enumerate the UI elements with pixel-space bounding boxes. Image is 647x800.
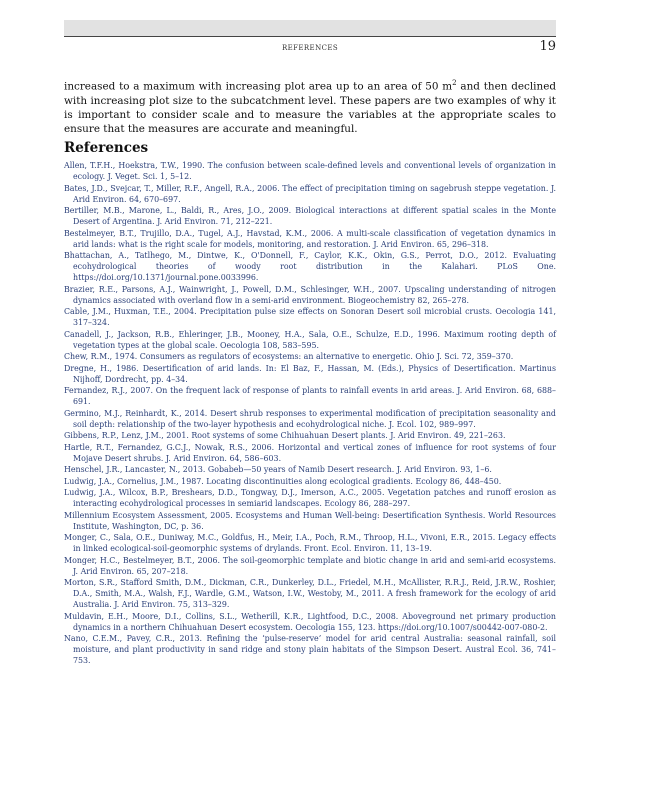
reference-item[interactable]: Canadell, J., Jackson, R.B., Ehleringer, J.B., Mooney, H.A., Sala, O.E., Schulze, E.D., 1996. Maximum rooting depth of vegetation types at the global scale. Oecologia 108, 583–595. [64, 329, 556, 350]
reference-item[interactable]: Morton, S.R., Stafford Smith, D.M., Dickman, C.R., Dunkerley, D.L., Friedel, M.H., McAllister, R.R.J., Reid, J.R.W., Roshier, D.A., Smith, M.A., Walsh, F.J., Wardle, G.M., Watson, I.W., Westoby, M., 2011. A fresh framework for the ecology of arid Australia. J. Arid Environ. 75, 313–329. [64, 578, 556, 609]
reference-item[interactable]: Dregne, H., 1986. Desertification of arid lands. In: El Baz, F., Hassan, M. (Eds.), Physics of Desertification. Martinus Nijhoff, Dordrecht, pp. 4–34. [64, 363, 556, 384]
references-heading: References [64, 140, 149, 156]
reference-item[interactable]: Millennium Ecosystem Assessment, 2005. Ecosystems and Human Well-being: Desertification Synthesis. World Resources Institute, Washington, DC, p. 36. [64, 510, 556, 531]
reference-item[interactable]: Monger, H.C., Bestelmeyer, B.T., 2006. The soil-geomorphic template and biotic change in arid and semi-arid ecosystems. J. Arid Environ. 65, 207–218. [64, 555, 556, 576]
page-header [64, 36, 556, 59]
reference-item[interactable]: Bestelmeyer, B.T., Trujillo, D.A., Tugel, A.J., Havstad, K.M., 2006. A multi-scale classification of vegetation dynamics in arid lands: what is the right scale for models, monitoring, and restoration. J. Arid Environ. 65, 296–318. [64, 228, 556, 249]
reference-item[interactable]: Germino, M.J., Reinhardt, K., 2014. Desert shrub responses to experimental modification of precipitation seasonality and soil depth: relationship of the two-layer hypothesis and ecohydrological niche. J. Ecol. 102, 989–997. [64, 408, 556, 429]
reference-item[interactable]: Chew, R.M., 1974. Consumers as regulators of ecosystems: an alternative to energetic. Ohio J. Sci. 72, 359–370. [64, 352, 514, 361]
reference-item[interactable]: Hartle, R.T., Fernandez, G.C.J., Nowak, R.S., 2006. Horizontal and vertical zones of influence for root systems of four Mojave Desert shrubs. J. Arid Environ. 64, 586–603. [64, 442, 556, 463]
reference-item[interactable]: Gibbens, R.P., Lenz, J.M., 2001. Root systems of some Chihuahuan Desert plants. J. Arid Environ. 49, 221–263. [64, 431, 506, 440]
running-head: REFERENCES [281, 44, 339, 52]
reference-list [64, 160, 556, 667]
reference-item[interactable]: Nano, C.E.M., Pavey, C.R., 2013. Refining the ‘pulse-reserve’ model for arid central Australia: seasonal rainfall, soil moisture, and plant productivity in sand ridge and stony plain habitats of the Simpson Desert. Austral Ecol. 36, 741–753. [64, 634, 556, 665]
reference-item[interactable]: Ludwig, J.A., Wilcox, B.P., Breshears, D.D., Tongway, D.J., Imerson, A.C., 2005. Vegetation patches and runoff erosion as interacting ecohydrological processes in semiarid landscapes. Ecology 86, 288–297. [64, 488, 556, 508]
intro-text-part-2: and then declined with increasing plot size to the subcatchment level. These papers are two examples of why it is important to consider scale and to measure the variables at the appropriate scales to ensure that the measures are accurate and meaningful. [64, 80, 556, 136]
reference-item[interactable]: Allen, T.F.H., Hoekstra, T.W., 1990. The confusion between scale-defined levels and conventional levels of organization in ecology. J. Veget. Sci. 1, 5–12. [64, 161, 556, 181]
intro-paragraph [64, 76, 556, 136]
page-number: 19 [539, 39, 556, 54]
reference-item[interactable]: Fernandez, R.J., 2007. On the frequent lack of response of plants to rainfall events in arid areas. J. Arid Environ. 68, 688–691. [64, 386, 556, 406]
reference-item[interactable]: Bates, J.D., Svejcar, T., Miller, R.F., Angell, R.A., 2006. The effect of precipitation timing on sagebrush steppe vegetation. J. Arid Environ. 64, 670–697. [64, 183, 556, 204]
intro-text-part-1: increased to a maximum with increasing plot area up to an area of 50 m [64, 80, 453, 93]
reference-item[interactable]: Monger, C., Sala, O.E., Duniway, M.C., Goldfus, H., Meir, I.A., Poch, R.M., Throop, H.L., Vivoni, E.R., 2015. Legacy effects in linked ecological-soil-geomorphic systems of drylands. Front. Ecol. Environ. 11, 13–19. [64, 533, 556, 553]
reference-item[interactable]: Brazier, R.E., Parsons, A.J., Wainwright, J., Powell, D.M., Schlesinger, W.H., 2007. Upscaling understanding of nitrogen dynamics associated with overland flow in a semi-arid environment. Biogeochemistry 82, 265–278. [64, 284, 556, 305]
reference-item[interactable]: Muldavin, E.H., Moore, D.I., Collins, S.L., Wetherill, K.R., Lightfood, D.C., 2008. Aboveground net primary production dynamics in a northern Chihuahuan Desert ecosystem. Oecologia 155, 123. https://doi.org/10.1007/s00442-007-080-2. [64, 611, 556, 632]
reference-item[interactable]: Ludwig, J.A., Cornelius, J.M., 1987. Locating discontinuities along ecological gradients. Ecology 86, 448–450. [64, 476, 502, 486]
superscript: 2 [452, 79, 457, 88]
reference-item[interactable]: Henschel, J.R., Lancaster, N., 2013. Gobabeb—50 years of Namib Desert research. J. Arid Environ. 93, 1–6. [64, 465, 492, 474]
top-gray-band [64, 20, 556, 36]
reference-item[interactable]: Bhattachan, A., Tatlhego, M., Dintwe, K., O'Donnell, F., Caylor, K.K., Okin, G.S., Perrot, D.O., 2012. Evaluating ecohydrological theories of woody root distribution in the Kalahari. PLoS One. https://doi.org/10.1371/journal.pone.0033996. [64, 251, 556, 282]
reference-item[interactable]: Cable, J.M., Huxman, T.E., 2004. Precipitation pulse size effects on Sonoran Desert soil microbial crusts. Oecologia 141, 317–324. [64, 307, 556, 327]
reference-item[interactable]: Bertiller, M.B., Marone, L., Baldi, R., Ares, J.O., 2009. Biological interactions at different spatial scales in the Monte Desert of Argentina. J. Arid Environ. 71, 212–221. [64, 206, 556, 226]
